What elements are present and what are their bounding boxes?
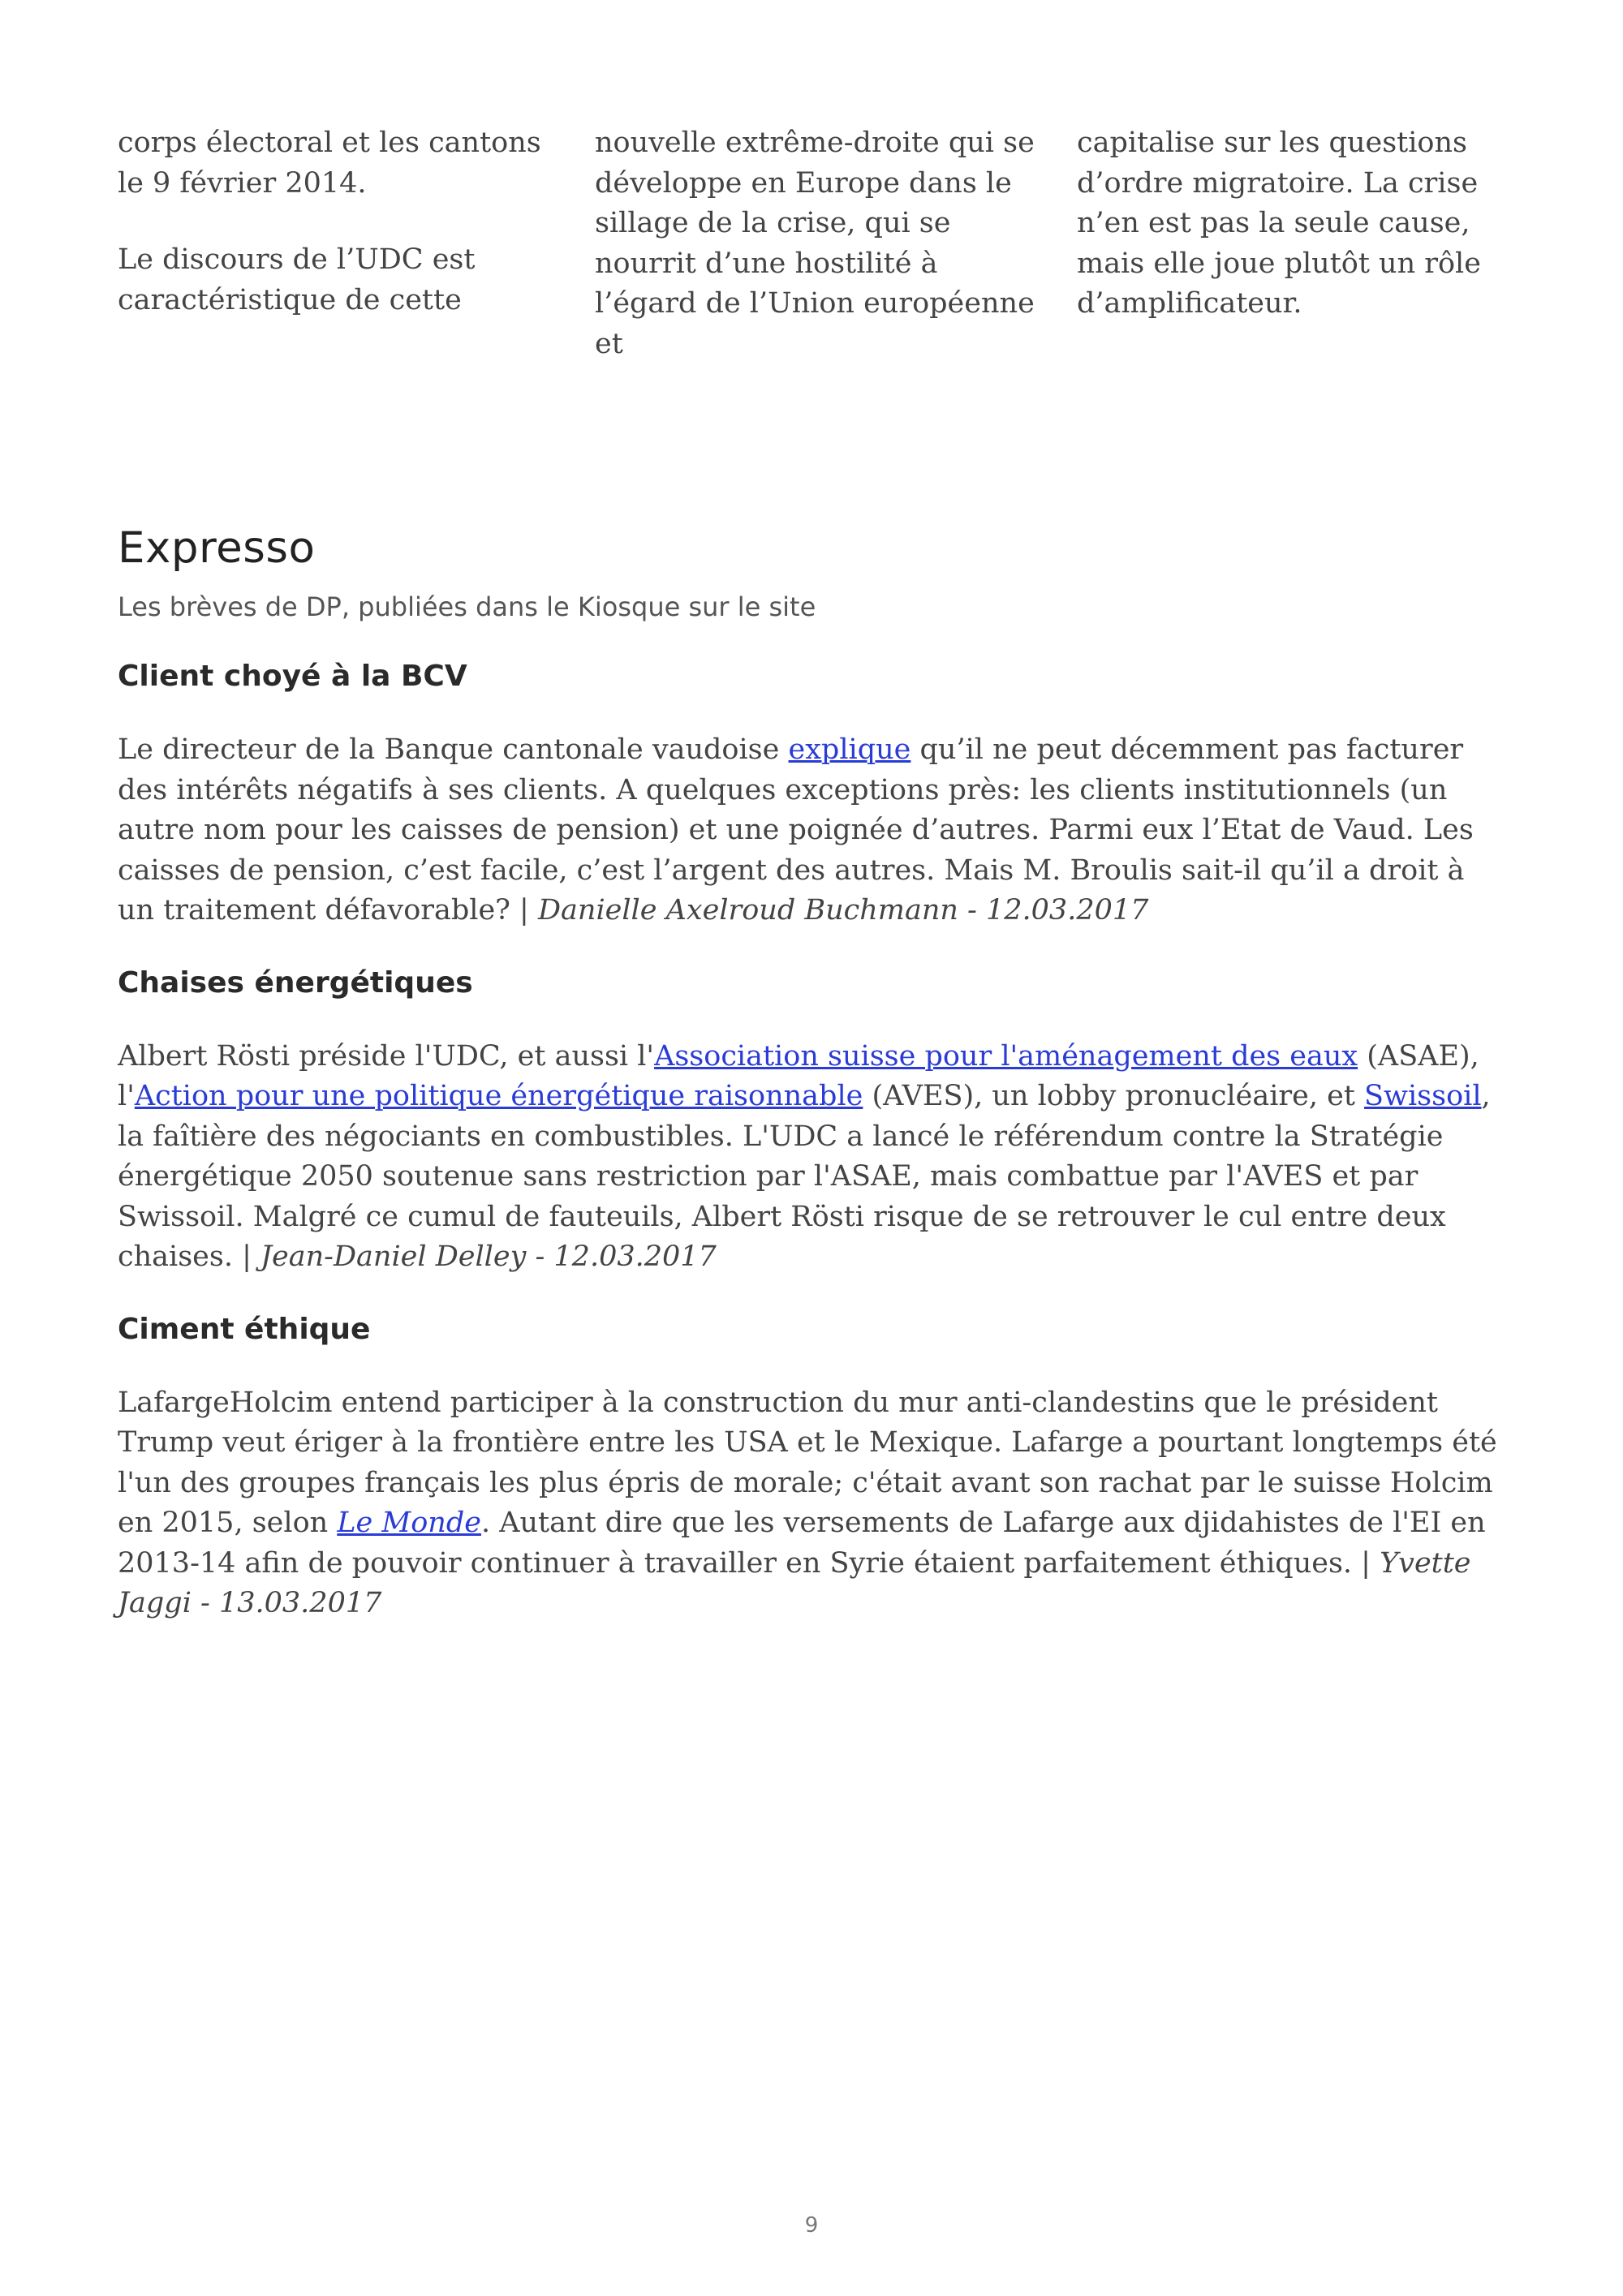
expresso-section: [118, 519, 1497, 1624]
brief-text: Albert Rösti préside l'UDC, et aussi l': [118, 1039, 655, 1073]
column-2: [595, 123, 1045, 401]
section-title: Expresso: [118, 523, 316, 573]
brief-title: Ciment éthique: [118, 1312, 371, 1346]
brief-text: . Autant dire que les versements de Lafarge aux djidahistes de l'EI en 2013-14 afin de pouvoir continuer à travailler en Syrie étaient parfaitement éthiques. |: [118, 1507, 1486, 1580]
column-paragraph: capitalise sur les questions d’ordre migratoire. La crise n’en est pas la seule cause, mais elle joue plutôt un rôle d’amplificateur.: [1077, 127, 1481, 320]
brief-text: , la faîtière des négociants en combustibles. L'UDC a lancé le référendum contre la Stratégie énergétique 2050 soutenue sans restriction par l'ASAE, mais combattue par l'AVES et par Swissoil. Malgré ce cumul de fauteuils, Albert Rösti risque de se retrouver le cul entre deux chaises. |: [118, 1080, 1491, 1273]
brief-text: LafargeHolcim entend participer à la construction du mur anti-clandestins que le président Trump veut ériger à la frontière entre les USA et le Mexique. Lafarge a pourtant longtemps été l'un des groupes français les plus épris de morale; c'était avant son rachat par le suisse Holcim en 2015, selon: [118, 1386, 1497, 1539]
column-paragraph: corps électoral et les cantons le 9 février 2014.: [118, 127, 541, 200]
brief-author: Danielle Axelroud Buchmann - 12.03.2017: [537, 894, 1149, 927]
brief-text: Le directeur de la Banque cantonale vaudoise: [118, 733, 789, 766]
column-paragraph: Le discours de l’UDC est caractéristique de cette: [118, 243, 476, 316]
page-number: 9: [804, 2213, 819, 2238]
brief-title: Client choyé à la BCV: [118, 660, 467, 693]
brief-text: (AVES), un lobby pronucléaire, et: [863, 1080, 1365, 1112]
link-asae[interactable]: Association suisse pour l'aménagement des eaux: [654, 1039, 1358, 1073]
brief-author: Yvette Jaggi - 13.03.2017: [118, 1546, 1471, 1619]
brief-ciment-ethique: [118, 1310, 1497, 1624]
link-aves[interactable]: Action pour une politique énergétique raisonnable: [134, 1080, 863, 1112]
section-subtitle: Les brèves de DP, publiées dans le Kiosque sur le site: [118, 591, 816, 622]
brief-text: qu’il ne peut décemment pas facturer des intérêts négatifs à ses clients. A quelques exceptions près: les clients institutionnels (un autre nom pour les caisses de pension) et une poignée d’autres. Parmi eux l’Etat de Vaud. Les caisses de pension, c’est facile, c’est l’argent des autres. Mais M. Broulis sait-il qu’il a droit à un traitement défavorable? |: [118, 733, 1474, 927]
brief-body: [118, 730, 1497, 931]
column-1: [118, 123, 568, 357]
brief-body: [118, 1383, 1497, 1624]
brief-text: (ASAE), l': [118, 1039, 1479, 1112]
column-3: [1077, 123, 1527, 361]
column-paragraph: nouvelle extrême-droite qui se développe en Europe dans le sillage de la crise, qui se nourrit d’une hostilité à l’égard de l’Union européenne et: [595, 127, 1035, 360]
brief-chaises-energetiques: [118, 964, 1497, 1278]
brief-author: Jean-Daniel Delley - 12.03.2017: [260, 1240, 717, 1273]
brief-client-choye: [118, 657, 1497, 931]
link-swissoil[interactable]: Swissoil: [1364, 1080, 1482, 1112]
article-continuation-columns: [118, 123, 1497, 360]
brief-body: [118, 1037, 1497, 1278]
link-le-monde[interactable]: Le Monde: [337, 1507, 481, 1539]
link-explique[interactable]: explique: [788, 733, 911, 766]
brief-title: Chaises énergétiques: [118, 965, 473, 1000]
